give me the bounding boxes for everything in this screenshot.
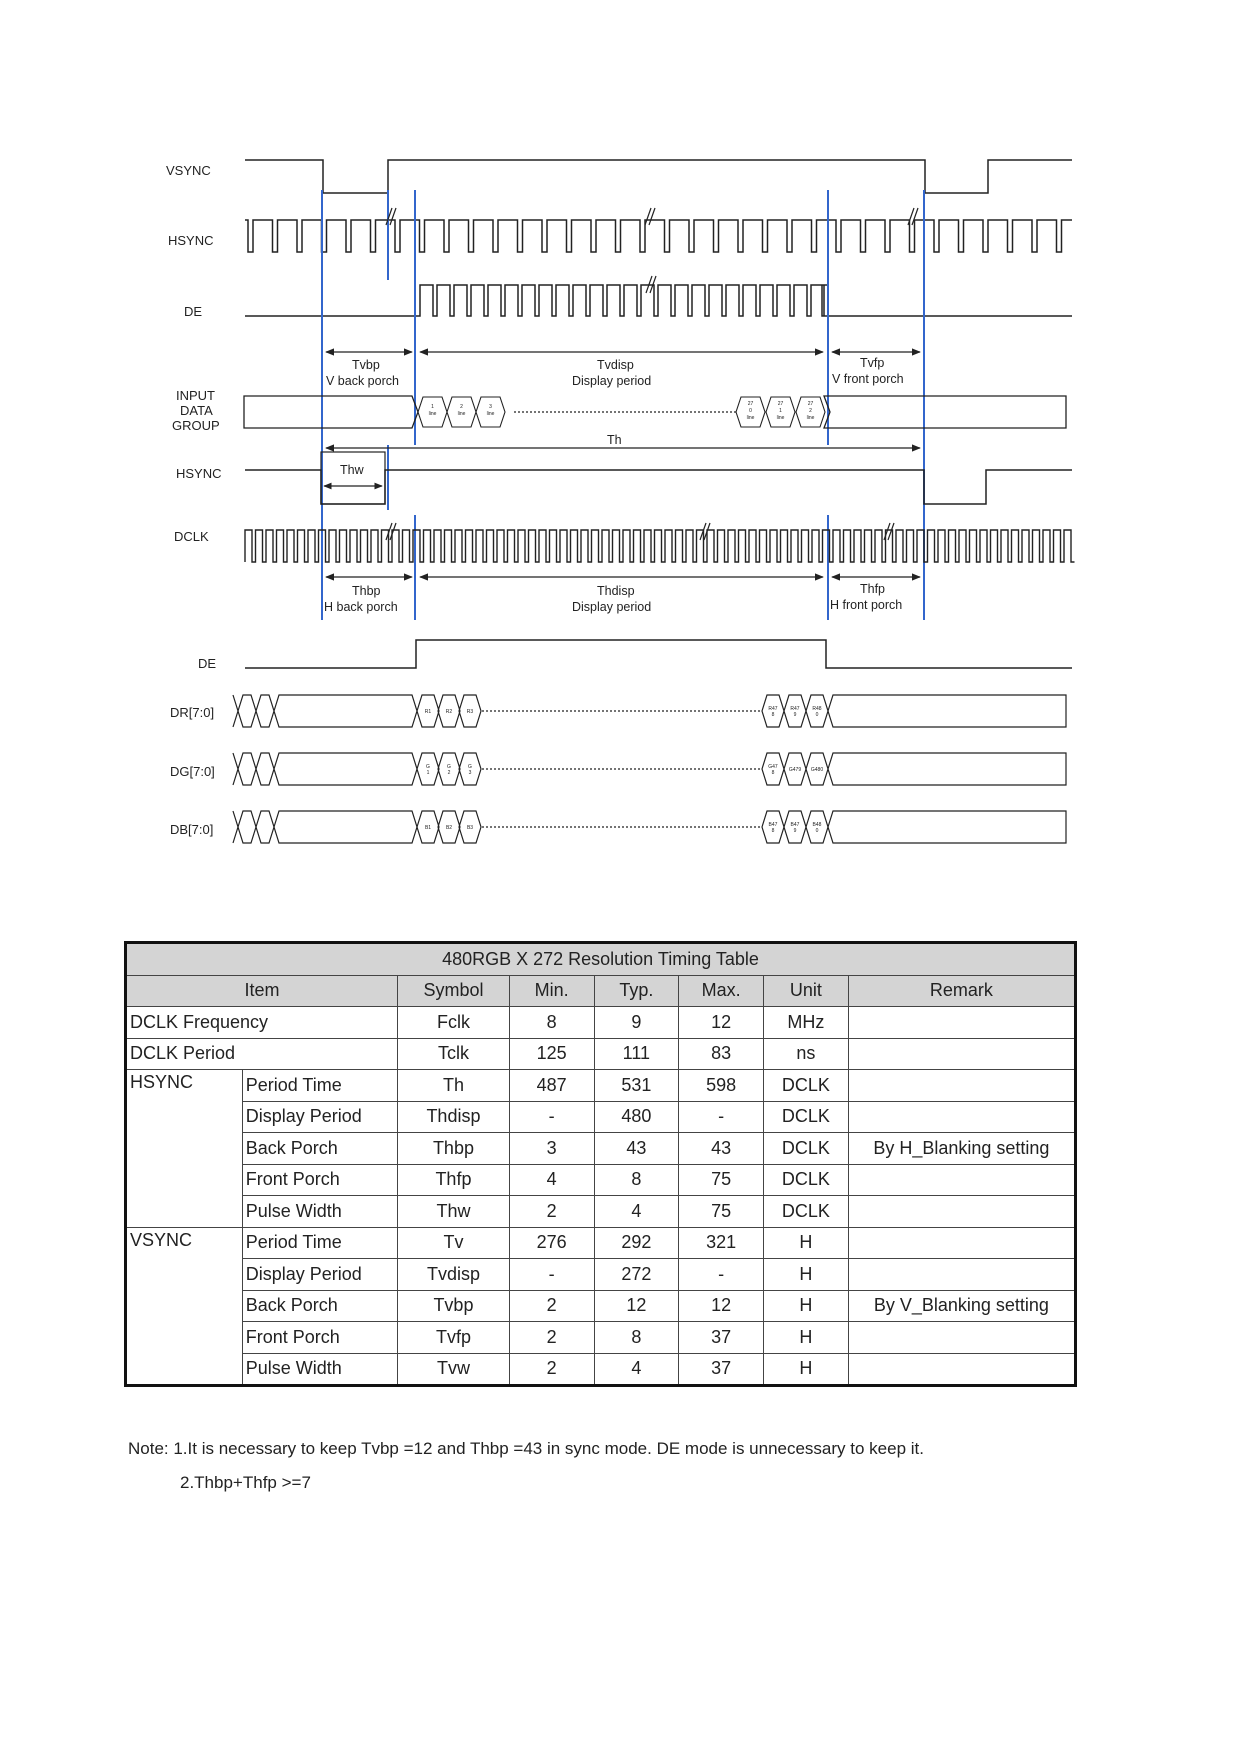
table-row [126,1164,1076,1196]
dr-cell-text: 0 [815,712,819,718]
cell-typ: 9 [594,1007,679,1039]
cell-min: 2 [509,1196,594,1228]
cell-typ: 12 [594,1290,679,1322]
dg-bus [233,753,1066,785]
header-min: Min. [509,975,594,1007]
cell-unit: H [763,1259,848,1291]
cell-min: 2 [509,1353,594,1386]
cell-min: - [509,1259,594,1291]
cell-item: Pulse Width [242,1196,397,1228]
dg-cell-text: G [426,764,430,770]
label-input-1: INPUT [176,388,215,403]
cell-remark [848,1038,1075,1070]
th-label: Th [607,433,622,447]
cell-max: 321 [679,1227,764,1259]
label-input-2: DATA [180,403,213,418]
input-cell-end-3 [796,397,825,427]
cell-remark [848,1196,1075,1228]
table-row [126,1322,1076,1354]
cell-typ: 531 [594,1070,679,1102]
table-row [126,1227,1076,1259]
svg-text:27: 27 [777,401,784,407]
cell-min: 4 [509,1164,594,1196]
svg-text:27: 27 [807,401,814,407]
cell-remark [848,1259,1075,1291]
cell-symbol: Tclk [398,1038,510,1070]
cell-symbol: Tv [398,1227,510,1259]
tvbp-label: Tvbp [352,358,380,372]
cell-min: - [509,1101,594,1133]
cell-remark [848,1164,1075,1196]
cell-symbol: Tvbp [398,1290,510,1322]
cell-unit: H [763,1290,848,1322]
dr-cell-text: R47 [790,706,800,712]
cell-typ: 4 [594,1353,679,1386]
label-hsync-top: HSYNC [168,233,214,248]
input-cell-start-1 [418,397,447,427]
dg-cell-text: G [447,764,451,770]
svg-text:line: line [806,415,815,421]
cell-item: Display Period [242,1101,397,1133]
header-symbol: Symbol [398,975,510,1007]
timing-diagram [0,0,1240,870]
tvfp-desc: V front porch [832,372,904,386]
cell-remark [848,1227,1075,1259]
svg-text:line: line [776,415,785,421]
label-dr: DR[7:0] [170,705,215,720]
svg-text:1: 1 [431,404,434,410]
db-cell-text: B1 [424,825,432,831]
table-row [126,1007,1076,1039]
note-line-2: 2.Thbp+Thfp >=7 [180,1473,311,1492]
label-hsync-bottom: HSYNC [176,466,222,481]
header-item: Item [126,975,398,1007]
cell-max: 37 [679,1353,764,1386]
cell-min: 276 [509,1227,594,1259]
cell-typ: 8 [594,1322,679,1354]
db-cell-text: B3 [466,825,474,831]
svg-text:3: 3 [489,404,492,410]
cell-max: 75 [679,1164,764,1196]
dr-cell-text: 8 [771,712,775,718]
cell-symbol: Tvw [398,1353,510,1386]
label-dg: DG[7:0] [170,764,215,779]
cell-group-vsync: VSYNC [126,1227,243,1386]
cell-min: 125 [509,1038,594,1070]
cell-max: 12 [679,1290,764,1322]
cell-item: Back Porch [242,1133,397,1165]
de-bottom-waveform [245,640,1072,668]
cell-typ: 111 [594,1038,679,1070]
thbp-desc: H back porch [324,600,398,614]
db-cell-text: B47 [768,822,778,828]
cell-typ: 480 [594,1101,679,1133]
tvdisp-desc: Display period [572,374,652,388]
cell-symbol: Tvdisp [398,1259,510,1291]
cell-item: Pulse Width [242,1353,397,1386]
cell-max: 83 [679,1038,764,1070]
cell-max: 37 [679,1322,764,1354]
cell-symbol: Th [398,1070,510,1102]
table-title-row [126,943,1076,976]
svg-text:line: line [486,411,495,417]
db-cell-text: 9 [793,828,797,834]
timing-table [124,941,1077,1387]
cell-max: 43 [679,1133,764,1165]
cell-item: Period Time [242,1227,397,1259]
cell-max: - [679,1101,764,1133]
label-vsync: VSYNC [166,163,211,178]
table-row [126,1133,1076,1165]
label-db: DB[7:0] [170,822,214,837]
table-title: 480RGB X 272 Resolution Timing Table [126,943,1076,976]
table-row [126,1290,1076,1322]
cell-symbol: Tvfp [398,1322,510,1354]
cell-unit: DCLK [763,1070,848,1102]
thw-box [321,452,385,504]
dclk-waveform [245,530,1075,562]
table-row [126,1038,1076,1070]
input-data-cells [418,397,825,427]
cell-typ: 43 [594,1133,679,1165]
label-dclk: DCLK [174,529,209,544]
cell-item: Back Porch [242,1290,397,1322]
cell-max: 12 [679,1007,764,1039]
cell-item: Front Porch [242,1164,397,1196]
svg-text:line: line [457,411,466,417]
header-typ: Typ. [594,975,679,1007]
header-remark: Remark [848,975,1075,1007]
thbp-label: Thbp [352,584,381,598]
svg-text:line: line [746,415,755,421]
input-cell-end-2 [766,397,795,427]
rgb-data-buses [233,695,1066,843]
db-cell-text: B47 [790,822,800,828]
cell-remark [848,1007,1075,1039]
svg-text:2: 2 [809,408,812,414]
cell-unit: MHz [763,1007,848,1039]
cell-symbol: Thdisp [398,1101,510,1133]
cell-item: Period Time [242,1070,397,1102]
table-row [126,1070,1076,1102]
dr-cell-text: R2 [445,709,453,715]
tvbp-desc: V back porch [326,374,399,388]
cell-max: 598 [679,1070,764,1102]
table-header-row [126,975,1076,1007]
cell-min: 2 [509,1322,594,1354]
cell-max: 75 [679,1196,764,1228]
db-cell-text: 8 [771,828,775,834]
hsync-bottom-waveform [245,470,1072,504]
cell-min: 8 [509,1007,594,1039]
thdisp-desc: Display period [572,600,652,614]
dr-cell-text: R47 [768,706,778,712]
input-cell-end-1 [736,397,765,427]
cell-typ: 292 [594,1227,679,1259]
cell-symbol: Thbp [398,1133,510,1165]
dg-cell-text: 1 [426,770,430,776]
note-line-1: Note: 1.It is necessary to keep Tvbp =12 and Thbp =43 in sync mode. DE mode is unnecessary to keep it. [128,1439,924,1458]
dg-cell-text: G47 [768,764,778,770]
cell-group-hsync: HSYNC [126,1070,243,1228]
cell-item: Front Porch [242,1322,397,1354]
cell-remark: By V_Blanking setting [848,1290,1075,1322]
label-de-top: DE [184,304,203,319]
cell-min: 487 [509,1070,594,1102]
dg-cell-text: 3 [468,770,472,776]
cell-unit: H [763,1322,848,1354]
table-row [126,1196,1076,1228]
tvdisp-label: Tvdisp [597,358,634,372]
cell-typ: 272 [594,1259,679,1291]
table-row [126,1353,1076,1386]
notes [128,1432,924,1500]
cell-symbol: Thfp [398,1164,510,1196]
cell-min: 3 [509,1133,594,1165]
cell-unit: H [763,1353,848,1386]
cell-unit: ns [763,1038,848,1070]
dr-cell-text: 9 [793,712,797,718]
cell-unit: DCLK [763,1101,848,1133]
svg-text:2: 2 [460,404,463,410]
cell-max: - [679,1259,764,1291]
table-row [126,1101,1076,1133]
cell-remark [848,1353,1075,1386]
vsync-waveform [245,160,1072,193]
db-cell-text: B48 [812,822,822,828]
cell-item: DCLK Period [126,1038,398,1070]
svg-text:0: 0 [749,408,752,414]
cell-remark [848,1070,1075,1102]
dr-bus [233,695,1066,727]
table-row [126,1259,1076,1291]
cell-symbol: Fclk [398,1007,510,1039]
cell-item: Display Period [242,1259,397,1291]
dg-cell-text: G [468,764,472,770]
thw-label: Thw [340,463,364,477]
cell-symbol: Thw [398,1196,510,1228]
svg-text:1: 1 [779,408,782,414]
label-de-bottom: DE [198,656,217,671]
dg-cell-text: 8 [771,770,775,776]
cell-item: DCLK Frequency [126,1007,398,1039]
cell-typ: 4 [594,1196,679,1228]
cell-typ: 8 [594,1164,679,1196]
thdisp-label: Thdisp [597,584,635,598]
svg-text:27: 27 [747,401,754,407]
label-input-3: GROUP [172,418,220,433]
hsync-top-waveform [245,220,1072,252]
cell-remark [848,1322,1075,1354]
thfp-desc: H front porch [830,598,903,612]
thfp-label: Thfp [860,582,886,596]
header-max: Max. [679,975,764,1007]
svg-text:line: line [428,411,437,417]
dg-cell-text: G479 [788,767,802,773]
cell-unit: DCLK [763,1164,848,1196]
dg-cell-text: 2 [447,770,451,776]
cell-unit: H [763,1227,848,1259]
db-cell-text: 0 [815,828,819,834]
dr-cell-text: R48 [812,706,822,712]
db-bus [233,811,1066,843]
dr-cell-text: R3 [466,709,474,715]
input-cell-start-2 [447,397,476,427]
header-unit: Unit [763,975,848,1007]
tvfp-label: Tvfp [860,356,885,370]
cell-unit: DCLK [763,1196,848,1228]
cell-remark [848,1101,1075,1133]
db-cell-text: B2 [445,825,453,831]
dr-cell-text: R1 [424,709,432,715]
de-top-waveform [245,285,1072,316]
dg-cell-text: G480 [810,767,824,773]
cell-min: 2 [509,1290,594,1322]
input-data-bus [244,396,1066,428]
input-cell-start-3 [476,397,505,427]
cell-unit: DCLK [763,1133,848,1165]
cell-remark: By H_Blanking setting [848,1133,1075,1165]
